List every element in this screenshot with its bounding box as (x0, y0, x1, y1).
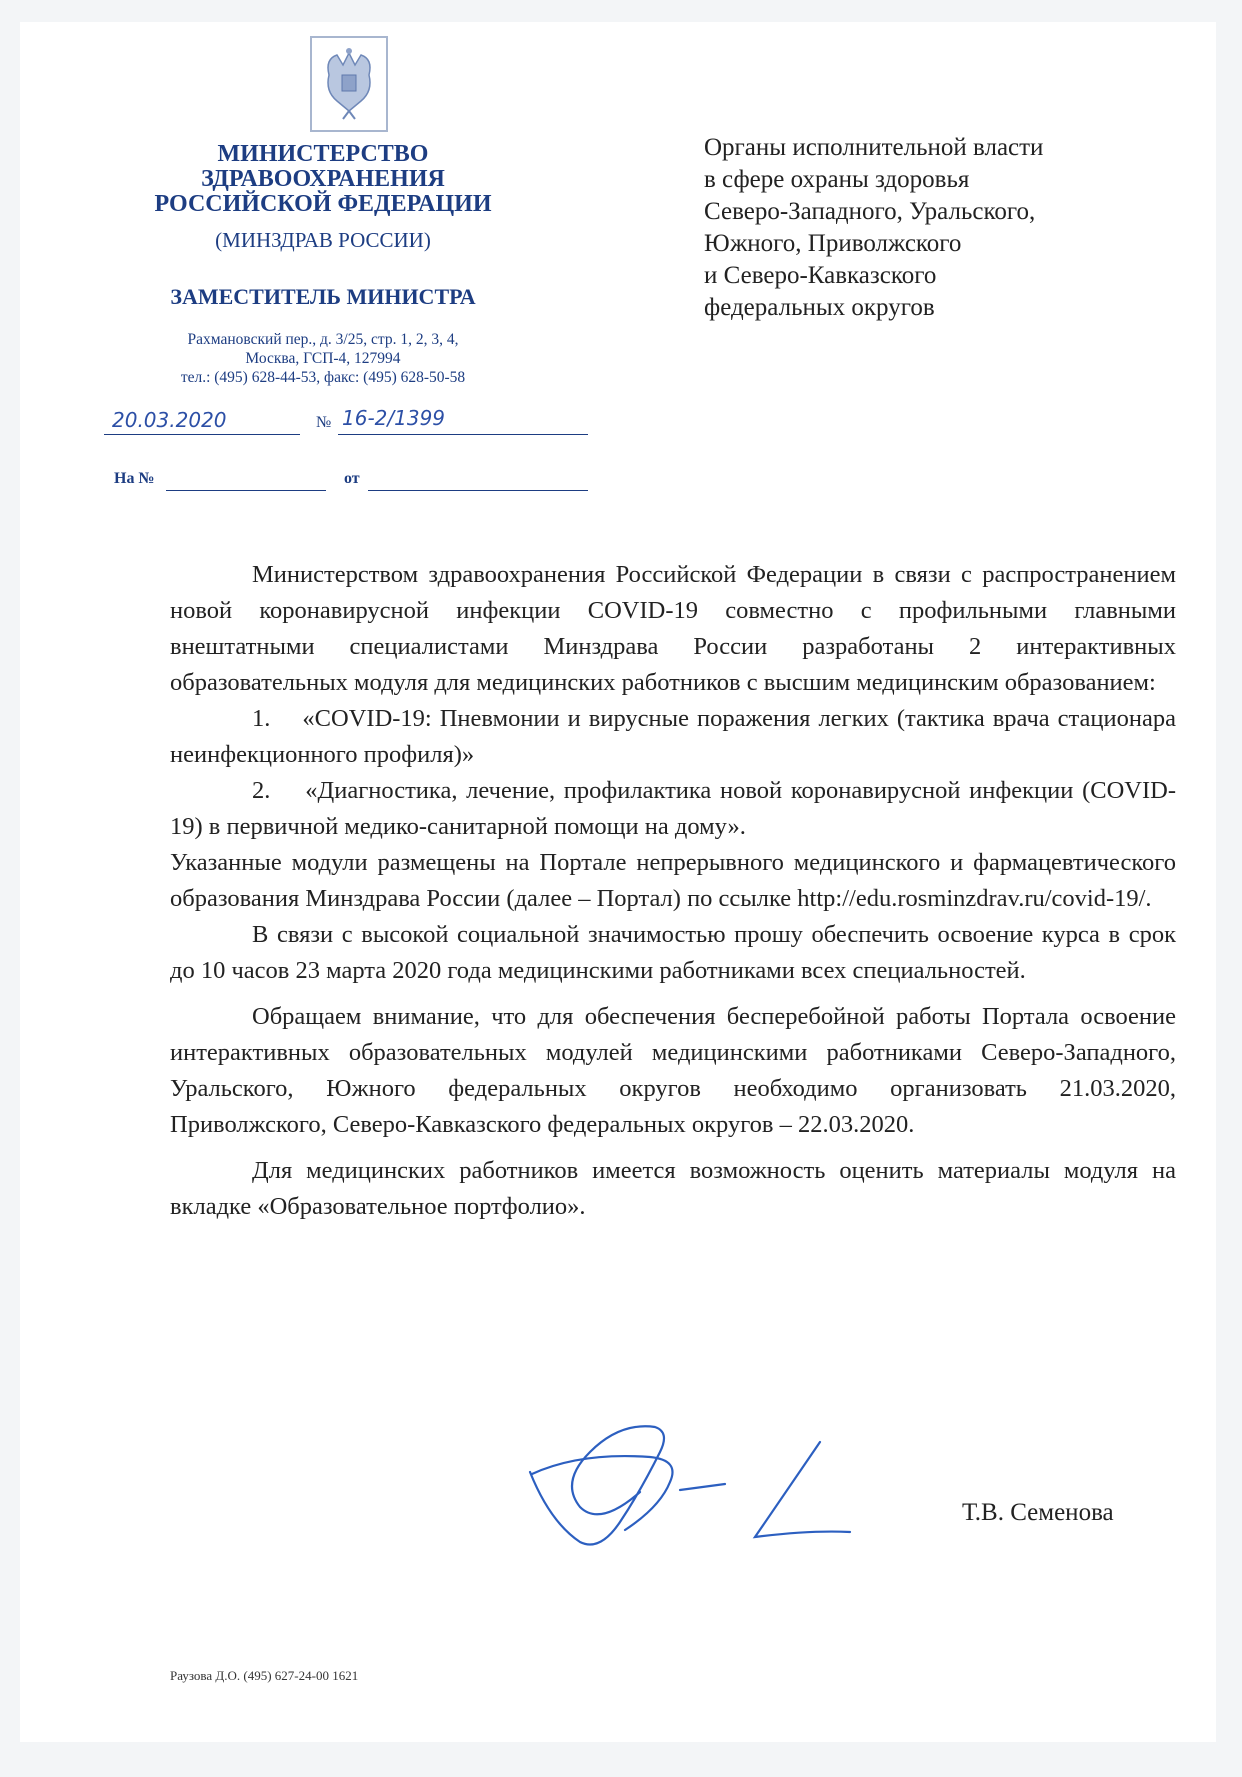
signer-name: Т.В. Семенова (962, 1499, 1114, 1526)
addressee-line5: и Северо-Кавказского (704, 262, 937, 289)
ministry-name-line2: ЗДРАВООХРАНЕНИЯ (201, 166, 445, 192)
addressee-line1: Органы исполнительной власти (704, 134, 1044, 161)
reference-number-underline (166, 490, 326, 491)
registration-number: 16-2/1399 (342, 406, 446, 430)
ministry-name (140, 142, 506, 217)
ministry-address (140, 330, 506, 387)
body-paragraph-4: Обращаем внимание, что для обеспечения бесперебойной работы Портала освоение интерактивных образовательных модулей медицинскими работниками Северо-Западного, Уральского, Южного федеральных округов необходимо организовать 21.03.2020, Приволжского, Северо-Кавказского федеральных округов – 22.03.2020. (170, 1003, 1176, 1138)
letter-body (170, 557, 1176, 1225)
addressee-line4: Южного, Приволжского (704, 230, 962, 257)
reference-number-label: На № (114, 470, 155, 487)
registration-date: 20.03.2020 (112, 408, 227, 432)
body-paragraph-5: Для медицинских работников имеется возможность оценить материалы модуля на вкладке «Образовательное портфолио». (170, 1157, 1176, 1220)
addressee-line3: Северо-Западного, Уральского, (704, 198, 1036, 225)
addressee-line6: федеральных округов (704, 294, 935, 321)
ministry-abbreviation: (МИНЗДРАВ РОССИИ) (215, 228, 431, 252)
body-paragraph-2: Указанные модули размещены на Портале непрерывного медицинского и фармацевтического образования Минздрава России (далее – Портал) по ссылке http://edu.rosminzdrav.ru/covid-19/. (170, 849, 1176, 912)
reference-from-label: от (344, 470, 360, 487)
reference-date-underline (368, 490, 588, 491)
address-line2: Москва, ГСП-4, 127994 (245, 350, 401, 367)
registration-number-label: № (316, 414, 332, 431)
letter-page (20, 22, 1216, 1742)
module-list-item-2: 2. «Диагностика, лечение, профилактика новой коронавирусной инфекции (COVID-19) в первичной медико-санитарной помощи на дому». (170, 777, 1176, 840)
address-line3: тел.: (495) 628-44-53, факс: (495) 628-50-58 (180, 369, 466, 386)
ministry-name-line1: МИНИСТЕРСТВО (217, 141, 429, 167)
addressee-line2: в сфере охраны здоровья (704, 166, 970, 193)
addressee-block (704, 132, 1174, 324)
number-underline (338, 434, 588, 435)
date-underline (104, 434, 300, 435)
body-paragraph-3: В связи с высокой социальной значимостью прошу обеспечить освоение курса в срок до 10 часов 23 марта 2020 года медицинскими работниками всех специальностей. (170, 921, 1176, 984)
module-list-item-1: 1. «COVID-19: Пневмонии и вирусные поражения легких (тактика врача стационара неинфекционного профиля)» (170, 705, 1176, 768)
coat-of-arms-icon (310, 36, 388, 132)
ministry-name-line3: РОССИЙСКОЙ ФЕДЕРАЦИИ (154, 191, 492, 217)
address-line1: Рахмановский пер., д. 3/25, стр. 1, 2, 3, 4, (187, 331, 459, 348)
body-paragraph-1: Министерством здравоохранения Российской Федерации в связи с распространением новой коронавирусной инфекции COVID-19 совместно с профильными главными внештатными специалистами Минздрава России разработаны 2 интерактивных образовательных модуля для медицинских работников с высшим медицинским образованием: (170, 561, 1176, 696)
position-title: ЗАМЕСТИТЕЛЬ МИНИСТРА (170, 284, 476, 309)
handwritten-signature (520, 1412, 940, 1562)
executor-footer: Раузова Д.О. (495) 627-24-00 1621 (170, 1668, 359, 1683)
